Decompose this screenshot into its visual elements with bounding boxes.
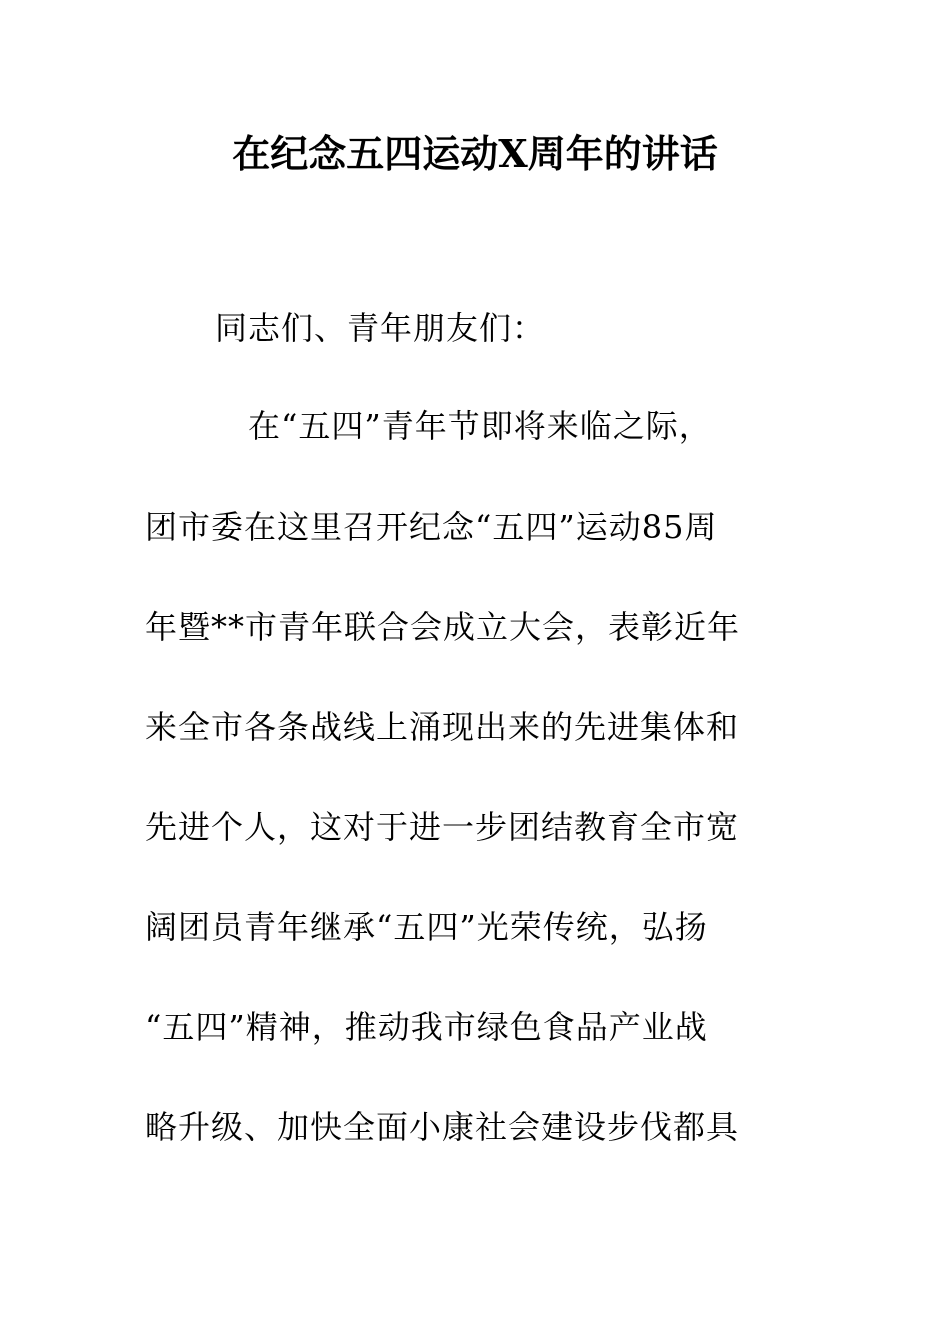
body-line: 来全市各条战线上涌现出来的先进集体和 xyxy=(145,708,740,746)
salutation: 同志们、青年朋友们： xyxy=(215,309,546,347)
body-line: 团市委在这里召开纪念“五四”运动85周 xyxy=(145,508,718,546)
body-line: 先进个人，这对于进一步团结教育全市宽 xyxy=(145,808,740,846)
body-line: 年暨**市青年联合会成立大会，表彰近年 xyxy=(145,608,741,646)
body-line: 在“五四”青年节即将来临之际， xyxy=(248,407,712,445)
body-line: 略升级、加快全面小康社会建设步伐都具 xyxy=(145,1108,740,1146)
document-title: 在纪念五四运动X周年的讲话 xyxy=(232,131,718,176)
body-line: “五四”精神，推动我市绿色食品产业战 xyxy=(145,1008,708,1046)
body-line: 阔团员青年继承“五四”光荣传统，弘扬 xyxy=(145,908,708,946)
